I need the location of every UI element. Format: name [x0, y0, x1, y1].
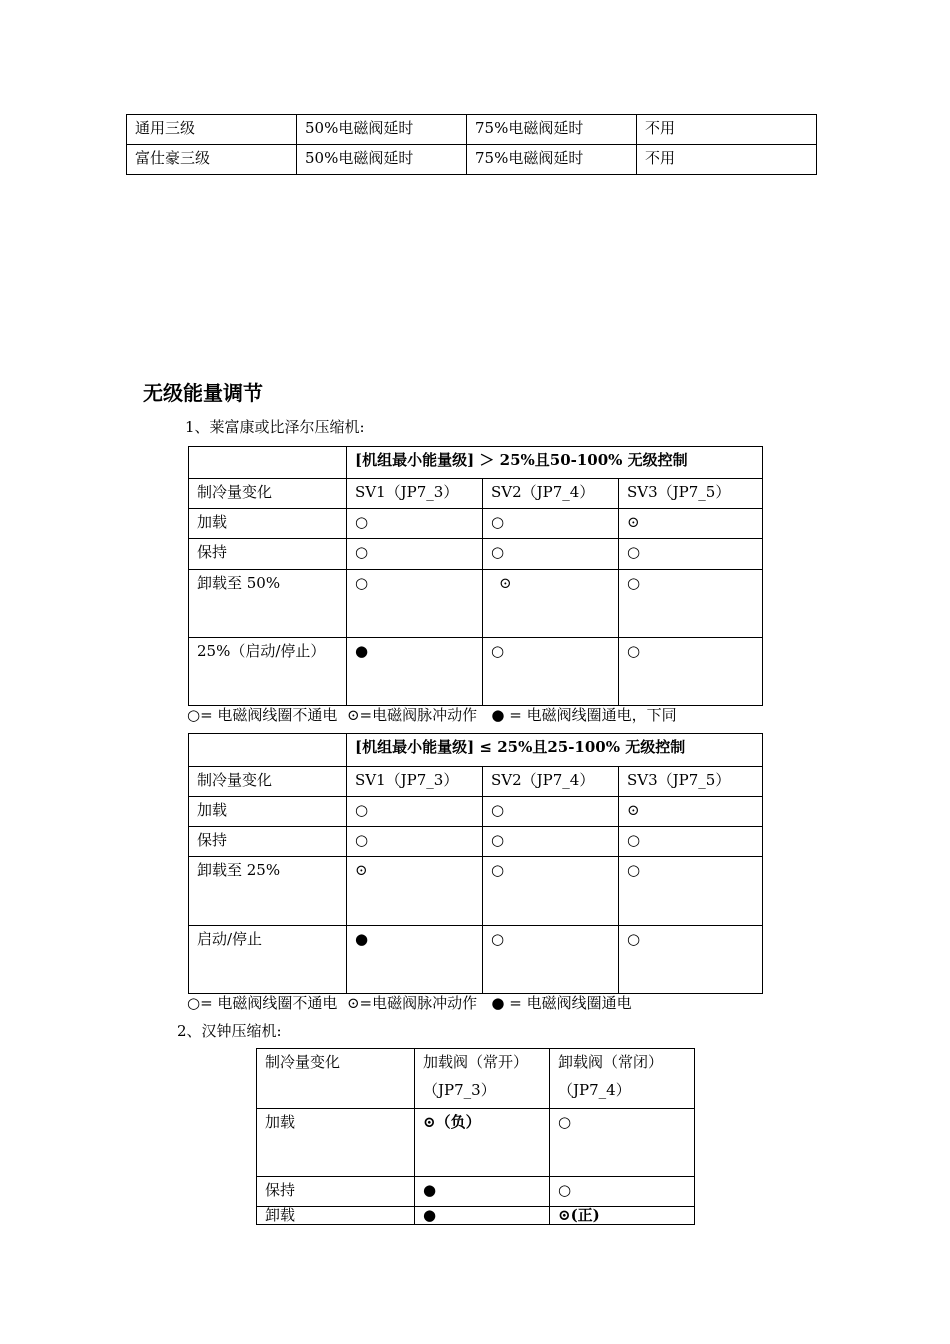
valve-state-symbol: ○ [347, 539, 483, 570]
valve-state-symbol: ○ [619, 926, 763, 994]
column-header [550, 1049, 695, 1109]
stepless-table-a [188, 446, 763, 706]
column-header: SV2（JP7_4） [483, 767, 619, 797]
table-cell: 50%电磁阀延时 [297, 145, 467, 175]
valve-state-symbol: ● [415, 1177, 550, 1207]
valve-state-symbol: ○ [483, 926, 619, 994]
table-row [189, 857, 763, 926]
hanbell-valve-table [256, 1048, 695, 1225]
row-label: 启动/停止 [189, 926, 347, 994]
table-caption: [机组最小能量级] ＞ 25%且50-100% 无级控制 [347, 447, 763, 479]
row-label: 加载 [257, 1109, 415, 1177]
column-header: SV1（JP7_3） [347, 767, 483, 797]
column-header-line2: （JP7_3） [423, 1081, 496, 1099]
valve-state-symbol: ○ [483, 797, 619, 827]
table-row [257, 1207, 695, 1225]
table-row [189, 638, 763, 706]
valve-state-symbol: ○ [483, 827, 619, 857]
row-label: 卸载至 25% [189, 857, 347, 926]
valve-state-symbol: ⊙(正) [550, 1207, 695, 1225]
table-cell: 75%电磁阀延时 [467, 115, 637, 145]
valve-state-symbol: ○ [483, 509, 619, 539]
valve-state-symbol: ⊙ [619, 509, 763, 539]
column-header: SV3（JP7_5） [619, 479, 763, 509]
table-cell [189, 447, 347, 479]
valve-state-symbol: ○ [619, 570, 763, 638]
table-row [189, 827, 763, 857]
table-caption: [机组最小能量级] ≤ 25%且25-100% 无级控制 [347, 734, 763, 767]
row-label: 卸载 [257, 1207, 415, 1225]
column-header: 制冷量变化 [189, 479, 347, 509]
row-label: 25%（启动/停止） [189, 638, 347, 706]
table-header-row [257, 1049, 695, 1109]
valve-state-symbol: ○ [483, 638, 619, 706]
valve-state-symbol: ⊙ [483, 570, 619, 638]
stepless-table-b [188, 733, 763, 994]
table-cell: 不用 [637, 145, 817, 175]
table-cell: 75%电磁阀延时 [467, 145, 637, 175]
legend-b: ○= 电磁阀线圈不通电 ⊙=电磁阀脉冲动作 ● = 电磁阀线圈通电 [187, 994, 632, 1012]
table-row [189, 509, 763, 539]
table-cell: 通用三级 [127, 115, 297, 145]
row-label: 保持 [189, 539, 347, 570]
table-cell: 富仕豪三级 [127, 145, 297, 175]
column-header-line1: 加载阀（常开） [423, 1053, 529, 1071]
table-row [257, 1177, 695, 1207]
column-header: SV1（JP7_3） [347, 479, 483, 509]
valve-state-symbol: ⊙ [619, 797, 763, 827]
table-caption-row [189, 734, 763, 767]
table-cell: 不用 [637, 115, 817, 145]
valve-state-symbol: ○ [347, 797, 483, 827]
valve-state-symbol: ○ [550, 1177, 695, 1207]
valve-state-symbol: ○ [550, 1109, 695, 1177]
valve-state-symbol: ○ [619, 539, 763, 570]
top-valve-table [126, 114, 817, 175]
table-caption-row [189, 447, 763, 479]
column-header [415, 1049, 550, 1109]
valve-state-symbol: ○ [483, 539, 619, 570]
valve-state-symbol: ○ [619, 857, 763, 926]
valve-state-symbol: ○ [619, 827, 763, 857]
table-row [189, 539, 763, 570]
row-label: 加载 [189, 797, 347, 827]
row-label: 加载 [189, 509, 347, 539]
table-row [189, 570, 763, 638]
row-label: 保持 [189, 827, 347, 857]
valve-state-symbol: ○ [347, 827, 483, 857]
column-header: SV3（JP7_5） [619, 767, 763, 797]
table-cell [189, 734, 347, 767]
valve-state-symbol: ○ [619, 638, 763, 706]
legend-a: ○= 电磁阀线圈不通电 ⊙=电磁阀脉冲动作 ● = 电磁阀线圈通电，下同 [187, 706, 677, 724]
table-cell: 50%电磁阀延时 [297, 115, 467, 145]
table-header-row [189, 767, 763, 797]
valve-state-symbol: ○ [347, 509, 483, 539]
column-header: 制冷量变化 [189, 767, 347, 797]
row-label: 卸载至 50% [189, 570, 347, 638]
valve-state-symbol: ● [415, 1207, 550, 1225]
table-row [189, 926, 763, 994]
column-header-line1: 卸载阀（常闭） [558, 1053, 664, 1071]
table-header-row [189, 479, 763, 509]
section2-subtitle: 2、汉钟压缩机: [177, 1022, 282, 1040]
valve-state-symbol: ⊙ [347, 857, 483, 926]
valve-state-symbol: ⊙（负） [415, 1109, 550, 1177]
section-title: 无级能量调节 [143, 381, 263, 405]
valve-state-symbol: ○ [347, 570, 483, 638]
column-header: 制冷量变化 [257, 1049, 415, 1109]
table-row [127, 115, 817, 145]
valve-state-symbol: ● [347, 926, 483, 994]
column-header: SV2（JP7_4） [483, 479, 619, 509]
valve-state-symbol: ● [347, 638, 483, 706]
column-header-line2: （JP7_4） [558, 1081, 631, 1099]
valve-state-symbol: ○ [483, 857, 619, 926]
table-row [189, 797, 763, 827]
row-label: 保持 [257, 1177, 415, 1207]
table-row [127, 145, 817, 175]
table-row [257, 1109, 695, 1177]
section1-subtitle: 1、莱富康或比泽尔压缩机: [185, 418, 365, 436]
